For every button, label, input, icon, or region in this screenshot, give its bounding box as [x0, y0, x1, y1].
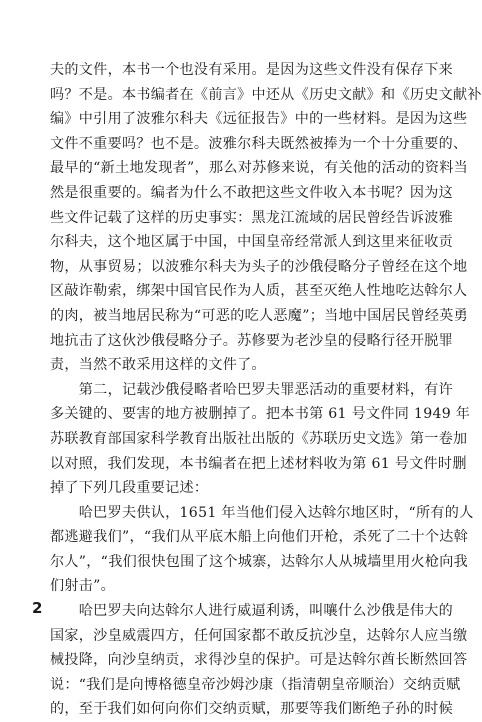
- text-line: 以对照，我们发现，本书编者在把上述材料收为第 61 号文件时删: [50, 455, 467, 472]
- text-line: 文件不重要吗？也不是。波雅尔科夫既然被捧为一个十分重要的、: [50, 135, 468, 152]
- text-line: 夫的文件，本书一个也没有采用。是因为这些文件没有保存下来: [50, 62, 454, 78]
- page-number: 2: [32, 599, 43, 617]
- text-line: 吗？不是。本书编者在《前言》中还从《历史文献》和《历史文献补: [50, 86, 482, 103]
- text-line: 物，从事贸易；以波雅尔科夫为头子的沙俄侵略分子曾经在这个地: [50, 258, 468, 275]
- text-line: 最早的“新土地发现者”，那么对苏修来说，有关他的活动的资料当: [50, 160, 469, 177]
- text-line: 尔人”，“我们很快包围了这个城寨，达斡尔人从城墙里用火枪向我: [50, 553, 469, 570]
- text-line: 第二，记载沙俄侵略者哈巴罗夫罪恶活动的重要材料，有许: [50, 381, 454, 398]
- text-line: 掉了下列几段重要记述：: [50, 480, 209, 497]
- text-line: 哈巴罗夫供认，1651 年当他们侵入达斡尔地区时，“所有的人: [50, 504, 474, 521]
- text-line: 区敲诈勒索，绑架中国官民作为人质，甚至灭绝人性地吃达斡尔人: [50, 283, 468, 300]
- text-line: 编》中引用了波雅尔科夫《远征报告》中的一些材料。是因为这些: [50, 111, 468, 128]
- text-line: 说：“我们是向博格德皇帝沙姆沙康（指清朝皇帝顺治）交纳贡赋: [50, 676, 461, 693]
- text-line: 责，当然不敢采用这样的文件了。: [50, 357, 266, 374]
- text-line: 国家，沙皇威震四方，任何国家都不敢反抗沙皇，达斡尔人应当缴: [50, 627, 468, 644]
- text-line: 地抗击了这伙沙俄侵略分子。苏修要为老沙皇的侵略行径开脱罪: [50, 332, 454, 349]
- text-line: 械投降，向沙皇纳贡，求得沙皇的保护。可是达斡尔酋长断然回答: [50, 652, 468, 669]
- text-line: 尔科夫，这个地区属于中国，中国皇帝经常派人到这里来征收贡: [50, 234, 454, 251]
- text-line: 然是很重要的。编者为什么不敢把这些文件收入本书呢？因为这: [50, 184, 454, 201]
- text-line: 们射击”。: [50, 578, 116, 595]
- body-text: [50, 58, 482, 722]
- text-line: 哈巴罗夫向达斡尔人进行威逼利诱，叫嚷什么沙俄是伟大的: [50, 603, 454, 620]
- text-line: 苏联教育部国家科学教育出版社出版的《苏联历史文选》第一卷加: [50, 430, 468, 447]
- text-line: 都逃避我们”，“我们从平底木船上向他们开枪，杀死了二十个达斡: [50, 529, 469, 546]
- text-line: 多关键的、要害的地方被删掉了。把本书第 61 号文件同 1949 年: [50, 406, 471, 423]
- text-line: 些文件记载了这样的历史事实：黑龙江流域的居民曾经告诉波雅: [50, 209, 454, 226]
- text-line: 的，至于我们如何向你们交纳贡赋，那要等我们断绝子孙的时候: [50, 701, 454, 718]
- text-line: 的肉，被当地居民称为“可恶的吃人恶魔”；当地中国居民曾经英勇: [50, 307, 469, 324]
